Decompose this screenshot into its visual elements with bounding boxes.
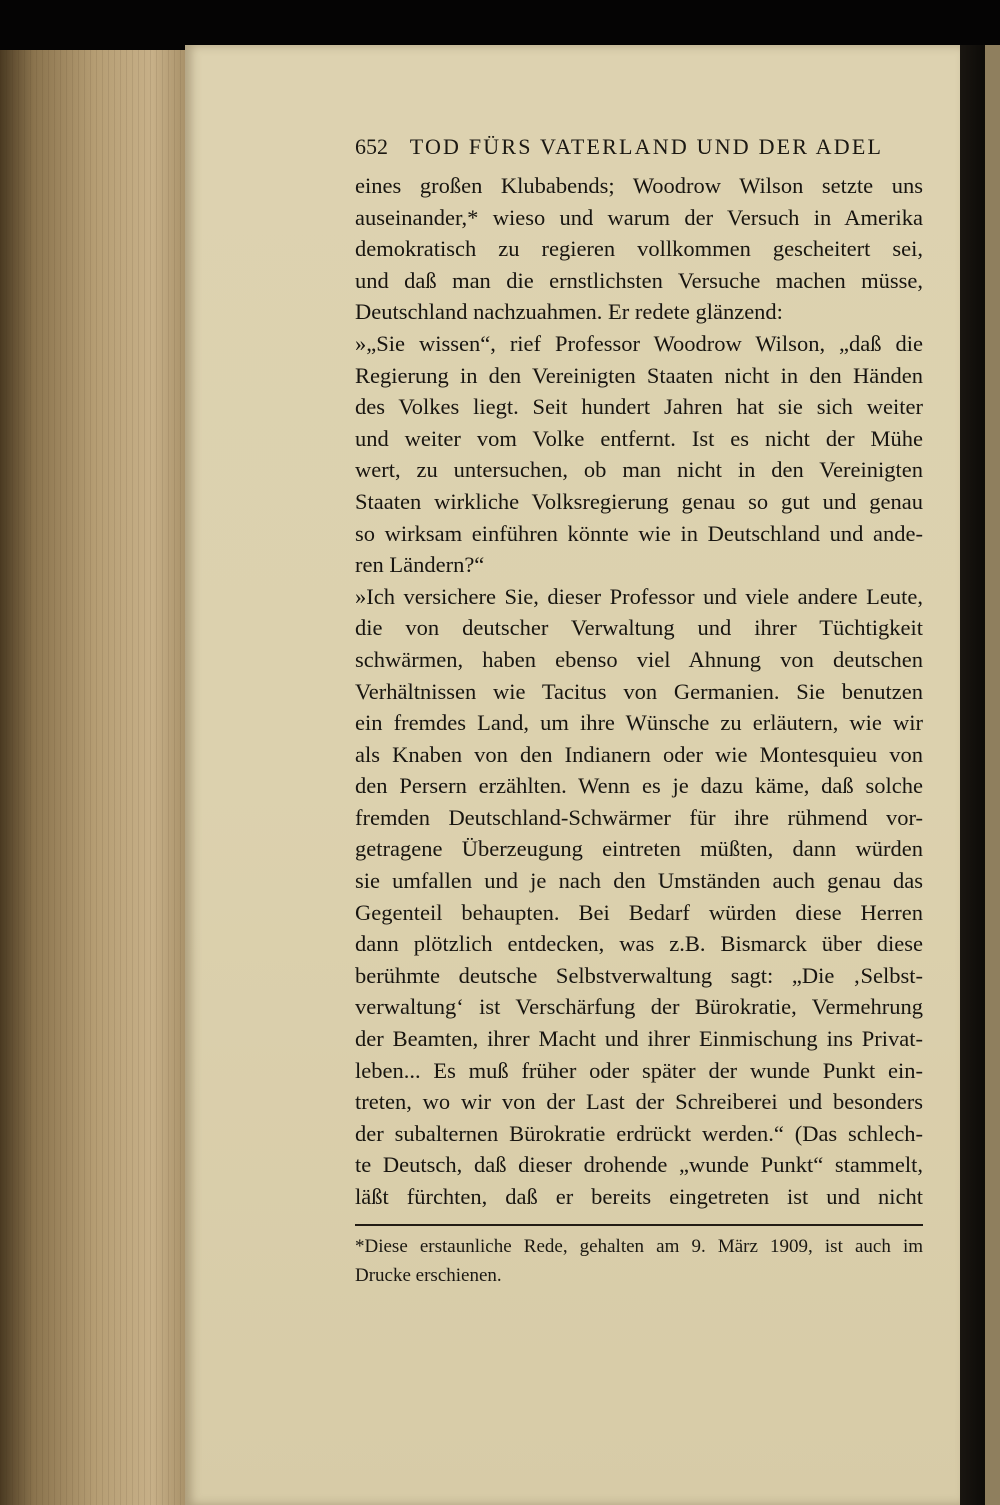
text-line: läßt fürchten, daß er bereits eingetreten ist und nicht	[355, 1184, 923, 1209]
text-line: des Volkes liegt. Seit hundert Jahren hat sie sich weiter	[355, 394, 923, 420]
text-line: schwärmen, haben ebenso viel Ahnung von deutschen	[355, 646, 923, 672]
footnote-divider	[355, 1224, 923, 1226]
text-line: treten, wo wir von der Last der Schreiberei und besonders	[355, 1089, 923, 1115]
text-line: getragene Überzeugung eintreten müßten, dann würden	[355, 836, 923, 862]
page-number: 652	[355, 134, 388, 159]
text-line: den Persern erzählten. Wenn es je dazu käme, daß solche	[355, 773, 923, 799]
text-line: Regierung in den Vereinigten Staaten nicht in den Händen	[355, 362, 923, 388]
footnote-line: *Diese erstaunliche Rede, gehalten am 9. März 1909, ist auch im	[355, 1236, 923, 1257]
text-line: als Knaben von den Indianern oder wie Montesquieu von	[355, 741, 923, 767]
footnote	[355, 1232, 923, 1290]
text-line: wert, zu untersuchen, ob man nicht in den Vereinigten	[355, 457, 923, 483]
text-line: dann plötzlich entdecken, was z.B. Bismarck über diese	[355, 931, 923, 957]
text-line: »„Sie wissen“, rief Professor Woodrow Wilson, „daß die	[355, 330, 923, 356]
text-line: verwaltung‘ ist Verschärfung der Bürokratie, Vermehrung	[355, 994, 923, 1020]
text-line: Deutschland nachzuahmen. Er redete glänzend:	[355, 299, 783, 325]
text-line: demokratisch zu regieren vollkommen gescheitert sei,	[355, 236, 923, 262]
text-line: eines großen Klubabends; Woodrow Wilson setzte uns	[355, 173, 923, 198]
text-line: Verhältnissen wie Tacitus von Germanien. Sie benutzen	[355, 678, 923, 704]
text-line: auseinander,* wieso und warum der Versuch in Amerika	[355, 204, 923, 230]
page-edge-texture	[0, 50, 190, 1505]
text-line: der subalternen Bürokratie erdrückt werden.“ (Das schlech-	[355, 1120, 923, 1146]
text-line: ein fremdes Land, um ihre Wünsche zu erläutern, wie wir	[355, 710, 923, 736]
facing-page-edge	[985, 45, 1000, 1505]
text-line: Staaten wirkliche Volksregierung genau so gut und genau	[355, 488, 923, 514]
text-line: und daß man die ernstlichsten Versuche machen müsse,	[355, 267, 923, 293]
page-header	[355, 134, 925, 160]
text-line: Gegenteil behaupten. Bei Bedarf würden diese Herren	[355, 899, 923, 925]
running-title: TOD FÜRS VATERLAND UND DER ADEL	[409, 134, 884, 159]
text-line: sie umfallen und je nach den Umständen auch genau das	[355, 868, 923, 894]
text-line: te Deutsch, daß dieser drohende „wunde Punkt“ stammelt,	[355, 1152, 923, 1178]
text-line: die von deutscher Verwaltung und ihrer Tüchtigkeit	[355, 615, 923, 641]
text-line: fremden Deutschland-Schwärmer für ihre rühmend vor-	[355, 804, 923, 830]
text-line: »Ich versichere Sie, dieser Professor und viele andere Leute,	[355, 583, 923, 609]
text-line: ren Ländern?“	[355, 552, 485, 578]
text-line: so wirksam einführen könnte wie in Deutschland und ande-	[355, 520, 923, 546]
text-line: berühmte deutsche Selbstverwaltung sagt: „Die ‚Selbst-	[355, 962, 923, 988]
footnote-line: Drucke erschienen.	[355, 1265, 502, 1286]
text-line: und weiter vom Volke entfernt. Ist es nicht der Mühe	[355, 425, 923, 451]
body-text	[355, 170, 923, 1213]
text-line: der Beamten, ihrer Macht und ihrer Einmischung ins Privat-	[355, 1026, 923, 1052]
text-line: leben... Es muß früher oder später der wunde Punkt ein-	[355, 1057, 923, 1083]
